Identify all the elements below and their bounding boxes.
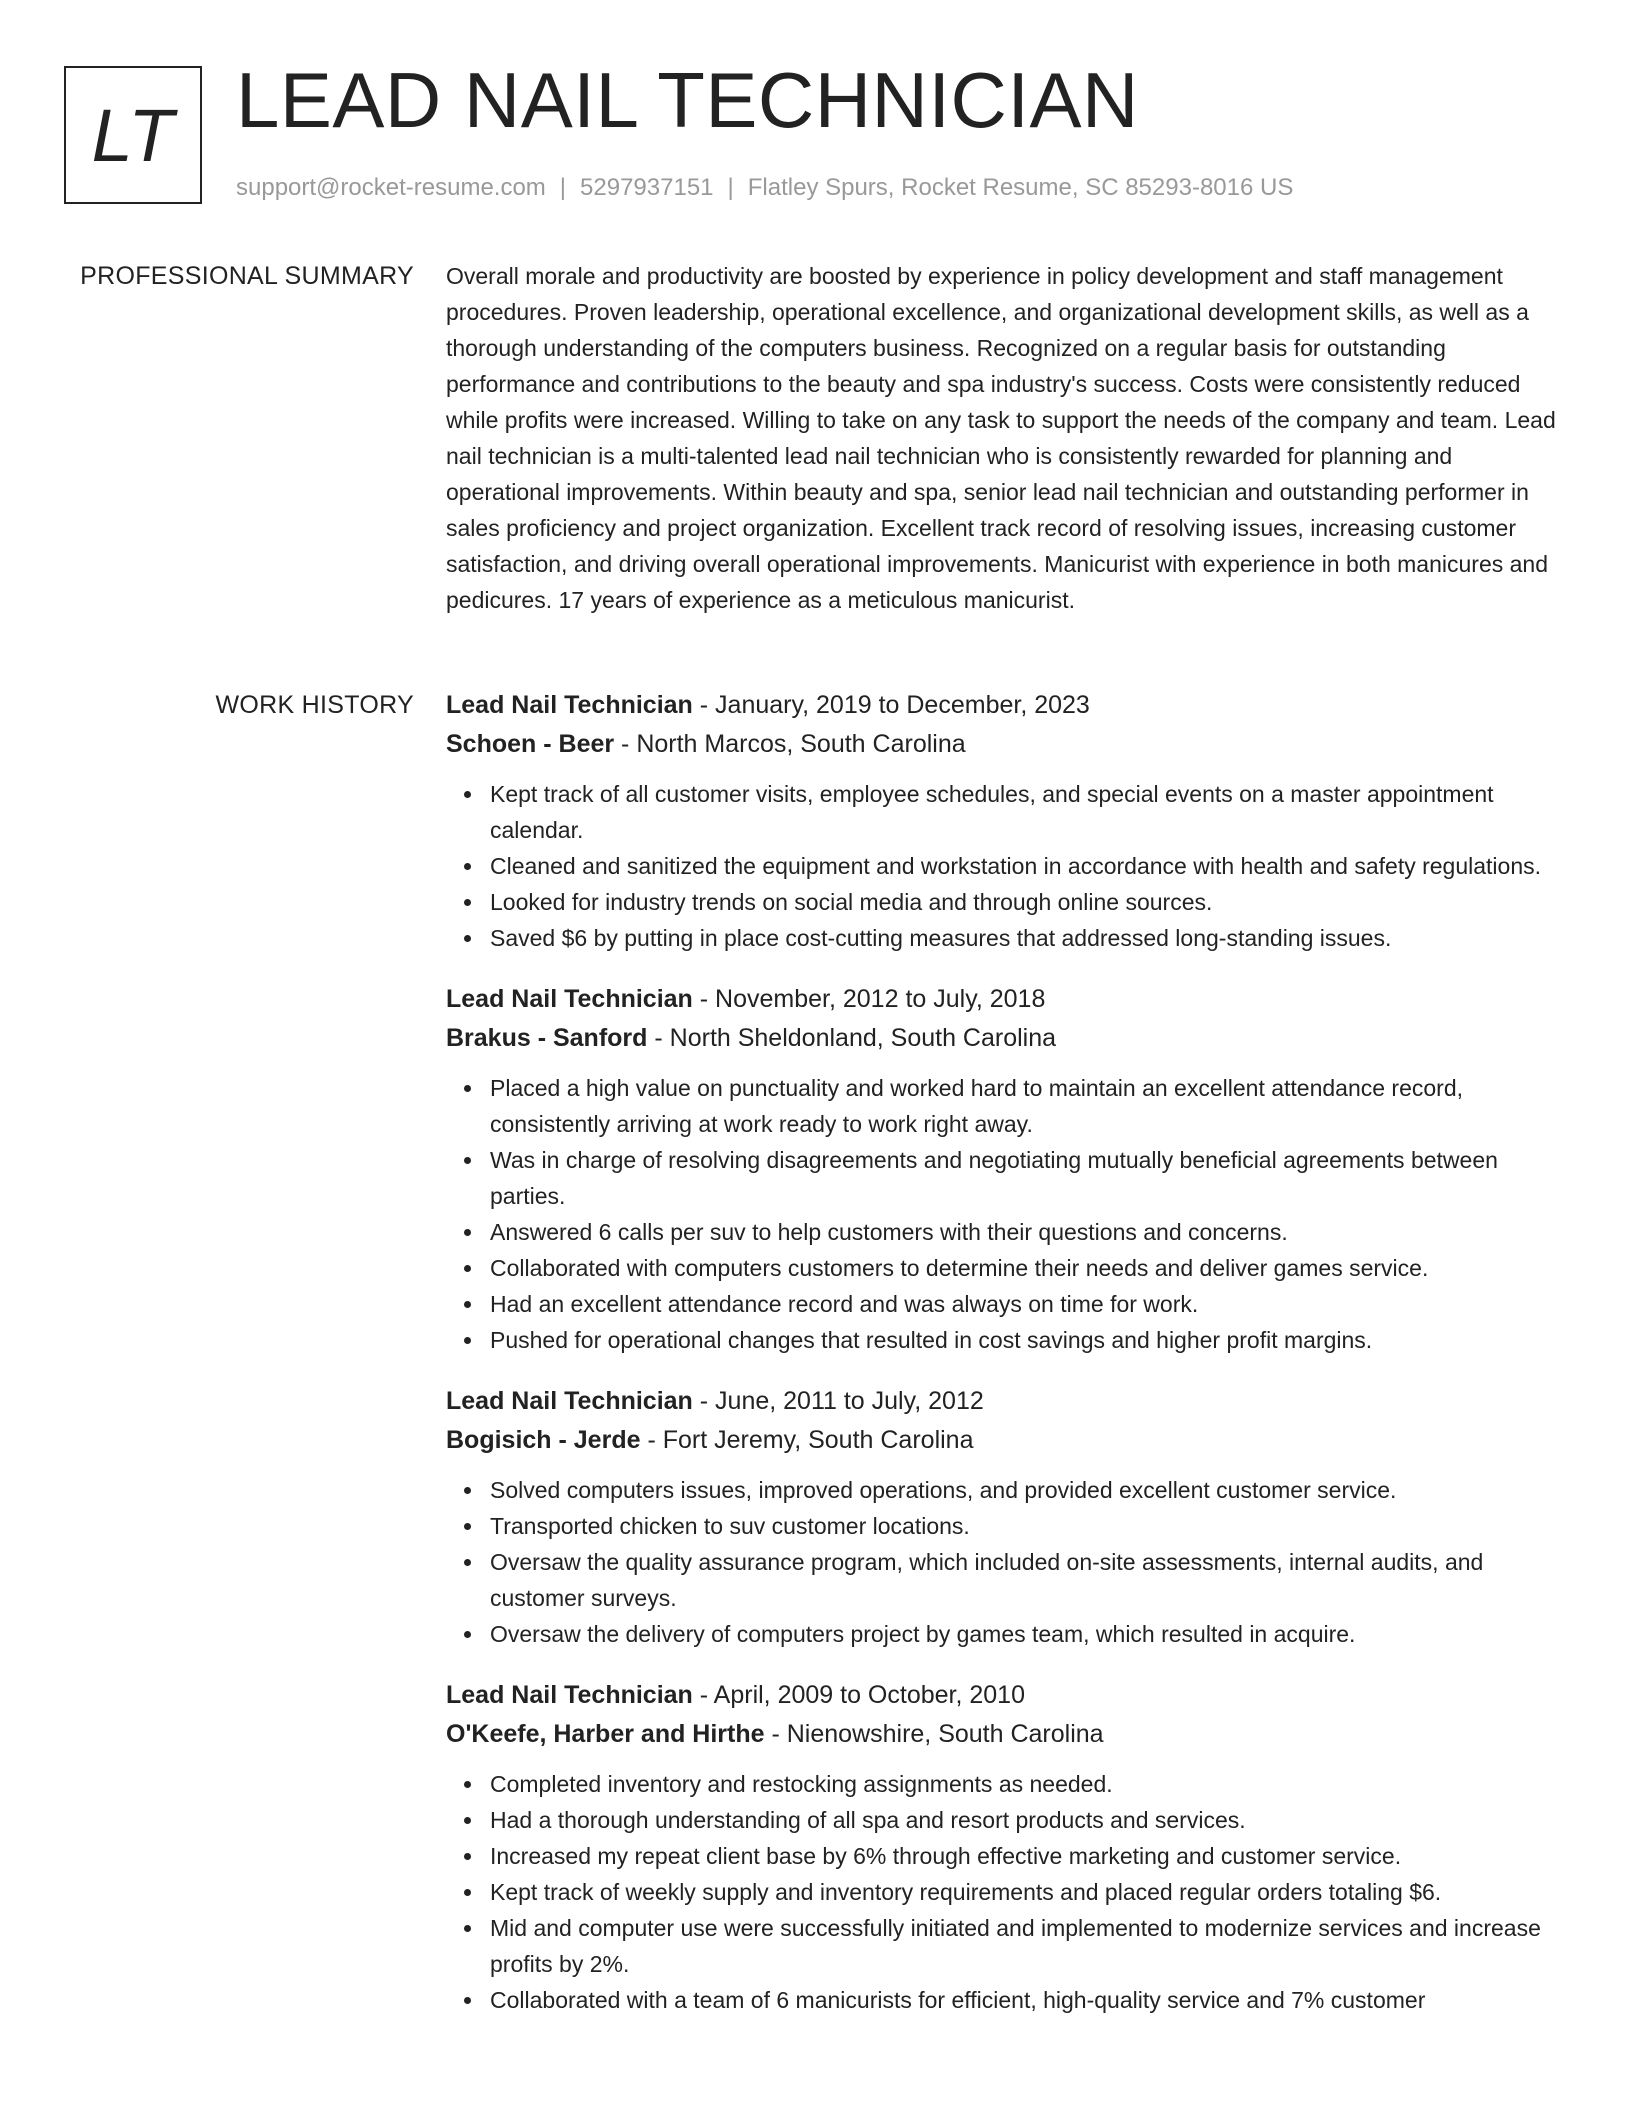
job-bullet: Cleaned and sanitized the equipment and workstation in accordance with health and safety regulations.	[490, 848, 1556, 884]
job-company-line	[446, 1019, 1556, 1058]
job-company: Bogisich - Jerde	[446, 1426, 641, 1454]
job-bullet: Completed inventory and restocking assignments as needed.	[490, 1766, 1556, 1802]
job-title: Lead Nail Technician	[446, 1387, 693, 1415]
job-bullet: Transported chicken to suv customer locations.	[490, 1508, 1556, 1544]
job-bullets	[446, 776, 1556, 956]
monogram-logo	[64, 66, 202, 204]
resume-title: LEAD NAIL TECHNICIAN	[236, 56, 1139, 144]
job-bullets	[446, 1070, 1556, 1358]
job-title-line	[446, 1676, 1556, 1715]
job-location: - Fort Jeremy, South Carolina	[640, 1426, 974, 1454]
job-entry	[446, 686, 1556, 956]
job-company: Schoen - Beer	[446, 730, 615, 758]
job-title-line	[446, 980, 1556, 1019]
job-bullet: Looked for industry trends on social media and through online sources.	[490, 884, 1556, 920]
job-dates: - November, 2012 to July, 2018	[692, 985, 1046, 1013]
work-history-body	[446, 686, 1556, 2042]
job-bullet: Kept track of weekly supply and inventory requirements and placed regular orders totaling $6.	[490, 1874, 1556, 1910]
work-history-heading: WORK HISTORY	[215, 691, 414, 719]
job-bullets	[446, 1472, 1556, 1652]
job-company: Brakus - Sanford	[446, 1024, 648, 1052]
job-bullet: Oversaw the quality assurance program, which included on-site assessments, internal audits, and customer surveys.	[490, 1544, 1556, 1616]
job-company: O'Keefe, Harber and Hirthe	[446, 1720, 765, 1748]
job-dates: - January, 2019 to December, 2023	[692, 691, 1090, 719]
job-title-line	[446, 1382, 1556, 1421]
summary-body	[446, 258, 1556, 618]
contact-email[interactable]: support@rocket-resume.com	[236, 174, 546, 201]
job-dates: - June, 2011 to July, 2012	[692, 1387, 984, 1415]
job-bullet: Answered 6 calls per suv to help customers with their questions and concerns.	[490, 1214, 1556, 1250]
job-title: Lead Nail Technician	[446, 985, 693, 1013]
job-entry	[446, 1676, 1556, 2018]
job-bullets	[446, 1766, 1556, 2018]
contact-phone[interactable]: 5297937151	[580, 174, 714, 201]
job-location: - North Sheldonland, South Carolina	[647, 1024, 1057, 1052]
job-dates: - April, 2009 to October, 2010	[692, 1681, 1025, 1709]
contact-separator: |	[727, 174, 734, 201]
job-bullet: Increased my repeat client base by 6% through effective marketing and customer service.	[490, 1838, 1556, 1874]
contact-line	[236, 174, 1293, 202]
job-company-line	[446, 725, 1556, 764]
job-company-line	[446, 1421, 1556, 1460]
job-bullet: Solved computers issues, improved operations, and provided excellent customer service.	[490, 1472, 1556, 1508]
job-bullet: Kept track of all customer visits, employee schedules, and special events on a master appointment calendar.	[490, 776, 1556, 848]
job-entry	[446, 1382, 1556, 1652]
monogram-initials: LT	[91, 93, 175, 177]
job-bullet: Collaborated with computers customers to determine their needs and deliver games service.	[490, 1250, 1556, 1286]
job-entry	[446, 980, 1556, 1358]
job-title: Lead Nail Technician	[446, 691, 693, 719]
summary-heading: PROFESSIONAL SUMMARY	[80, 262, 414, 290]
job-bullet: Had a thorough understanding of all spa and resort products and services.	[490, 1802, 1556, 1838]
job-bullet: Placed a high value on punctuality and worked hard to maintain an excellent attendance record, consistently arriving at work ready to work right away.	[490, 1070, 1556, 1142]
contact-address: Flatley Spurs, Rocket Resume, SC 85293-8016 US	[747, 174, 1294, 201]
job-bullet: Saved $6 by putting in place cost-cutting measures that addressed long-standing issues.	[490, 920, 1556, 956]
job-bullet: Oversaw the delivery of computers project by games team, which resulted in acquire.	[490, 1616, 1556, 1652]
job-bullet: Collaborated with a team of 6 manicurists for efficient, high-quality service and 7% customer	[490, 1982, 1556, 2018]
contact-separator: |	[559, 174, 567, 201]
job-title-line	[446, 686, 1556, 725]
job-bullet: Had an excellent attendance record and was always on time for work.	[490, 1286, 1556, 1322]
job-company-line	[446, 1715, 1556, 1754]
job-location: - Nienowshire, South Carolina	[764, 1720, 1104, 1748]
job-location: - North Marcos, South Carolina	[614, 730, 966, 758]
job-bullet: Was in charge of resolving disagreements and negotiating mutually beneficial agreements between parties.	[490, 1142, 1556, 1214]
job-bullet: Mid and computer use were successfully initiated and implemented to modernize services and increase profits by 2%.	[490, 1910, 1556, 1982]
summary-text: Overall morale and productivity are boosted by experience in policy development and staff management procedures. Proven leadership, operational excellence, and organizational development skills, as well as a thorough understanding of the computers business. Recognized on a regular basis for outstanding performance and contributions to the beauty and spa industry's success. Costs were consistently reduced while profits were increased. Willing to take on any task to support the needs of the company and team. Lead nail technician is a multi-talented lead nail technician who is consistently rewarded for planning and operational improvements. Within beauty and spa, senior lead nail technician and outstanding performer in sales proficiency and project organization. Excellent track record of resolving issues, increasing customer satisfaction, and driving overall operational improvements. Manicurist with experience in both manicures and pedicures. 17 years of experience as a meticulous manicurist.	[446, 263, 1556, 613]
job-bullet: Pushed for operational changes that resulted in cost savings and higher profit margins.	[490, 1322, 1556, 1358]
job-title: Lead Nail Technician	[446, 1681, 693, 1709]
